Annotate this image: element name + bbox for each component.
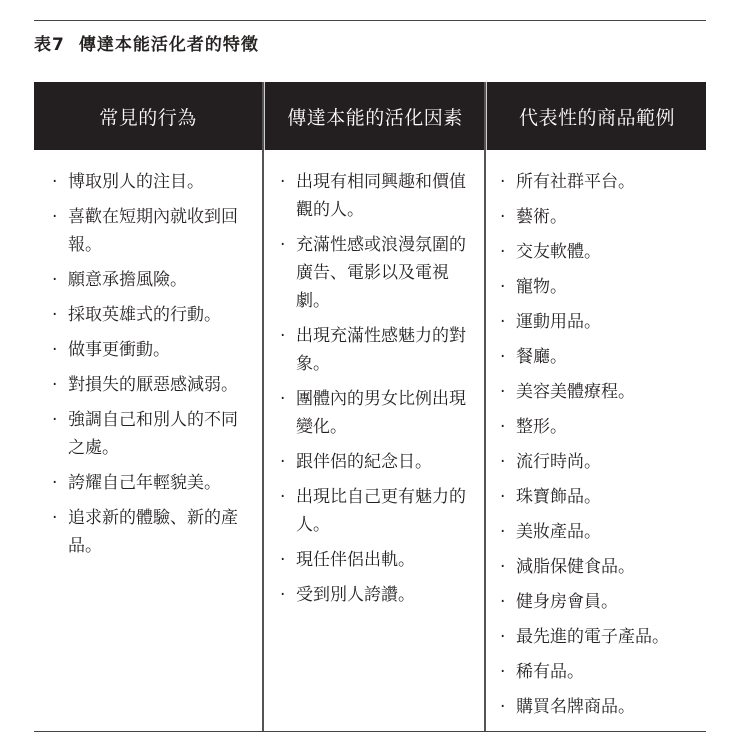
list-item (52, 168, 252, 196)
list-item-text: 對損失的厭惡感減弱。 (68, 375, 238, 395)
list-item-text: 追求新的體驗、新的產品。 (68, 508, 238, 556)
list-item-text: 充滿性感或浪漫氛圍的廣告、電影以及電視劇。 (296, 235, 466, 311)
list-item-text: 稀有品。 (516, 662, 584, 682)
list-item-text: 願意承擔風險。 (68, 270, 187, 290)
bullet-icon: · (280, 172, 286, 192)
table-header (34, 82, 706, 150)
list-item (500, 588, 700, 616)
column-product-examples (500, 168, 700, 728)
table-caption (34, 30, 259, 55)
list-item (500, 378, 700, 406)
header-activation-factors: 傳達本能的活化因素 (287, 106, 463, 129)
bullet-icon: · (500, 242, 506, 262)
column-divider (262, 82, 264, 732)
list-item-text: 購買名牌商品。 (516, 697, 635, 717)
list-item (52, 301, 252, 329)
list-item-text: 美容美體療程。 (516, 382, 635, 402)
list-item-text: 最先進的電子產品。 (516, 627, 669, 647)
bullet-icon: · (500, 417, 506, 437)
list-item-text: 減脂保健食品。 (516, 557, 635, 577)
list-item (52, 266, 252, 294)
list-item (52, 371, 252, 399)
list-item (280, 385, 476, 441)
bullet-icon: · (500, 382, 506, 402)
list-item-text: 做事更衝動。 (68, 340, 170, 360)
list-item (52, 504, 252, 560)
table-title: 傳達本能活化者的特徵 (78, 35, 259, 55)
characteristics-table (34, 82, 706, 732)
list-item-text: 美妝產品。 (516, 522, 601, 542)
column-activation-factors (280, 168, 476, 616)
bullet-icon: · (280, 389, 286, 409)
list-item (500, 448, 700, 476)
bullet-icon: · (52, 473, 58, 493)
column-divider (484, 82, 486, 732)
list-item-text: 誇耀自己年輕貌美。 (68, 473, 221, 493)
list-item (500, 553, 700, 581)
header-product-examples: 代表性的商品範例 (518, 106, 675, 129)
list-item-text: 受到別人誇讚。 (296, 585, 415, 605)
bullet-icon: · (500, 312, 506, 332)
list-item-text: 團體內的男女比例出現變化。 (296, 389, 466, 437)
bullet-icon: · (500, 487, 506, 507)
list-item (500, 518, 700, 546)
list-item-text: 餐廳。 (516, 347, 567, 367)
list-item-text: 所有社群平台。 (516, 172, 635, 192)
bullet-icon: · (500, 697, 506, 717)
list-item-text: 現任伴侶出軌。 (296, 550, 415, 570)
list-item (500, 658, 700, 686)
bottom-rule (34, 731, 706, 732)
table-number: 表7 (34, 35, 65, 55)
list-item (500, 343, 700, 371)
list-item (500, 168, 700, 196)
bullet-icon: · (500, 452, 506, 472)
list-item (500, 273, 700, 301)
bullet-icon: · (280, 326, 286, 346)
bullet-icon: · (52, 207, 58, 227)
list-item-text: 博取別人的注目。 (68, 172, 204, 192)
list-item-text: 健身房會員。 (516, 592, 618, 612)
list-item-text: 藝術。 (516, 207, 567, 227)
bullet-icon: · (500, 627, 506, 647)
bullet-icon: · (52, 340, 58, 360)
list-item-text: 出現充滿性感魅力的對象。 (296, 326, 466, 374)
list-item (280, 483, 476, 539)
bullet-icon: · (500, 662, 506, 682)
list-item (52, 406, 252, 462)
column-common-behaviors (52, 168, 252, 567)
list-item (280, 231, 476, 315)
list-item-text: 珠寶飾品。 (516, 487, 601, 507)
list-item (500, 623, 700, 651)
list-item (500, 308, 700, 336)
bullet-icon: · (280, 585, 286, 605)
list-item-text: 出現比自己更有魅力的人。 (296, 487, 466, 535)
bullet-icon: · (500, 277, 506, 297)
list-item (52, 336, 252, 364)
bullet-icon: · (500, 347, 506, 367)
list-item-text: 交友軟體。 (516, 242, 601, 262)
list-item-text: 採取英雄式的行動。 (68, 305, 221, 325)
list-item (500, 238, 700, 266)
bullet-icon: · (52, 305, 58, 325)
bullet-icon: · (280, 550, 286, 570)
bullet-icon: · (500, 522, 506, 542)
list-item-text: 出現有相同興趣和價值觀的人。 (296, 172, 466, 220)
bullet-icon: · (52, 270, 58, 290)
list-item (280, 168, 476, 224)
top-rule (34, 20, 706, 21)
list-item (52, 203, 252, 259)
list-item-text: 流行時尚。 (516, 452, 601, 472)
bullet-icon: · (52, 410, 58, 430)
list-item (500, 693, 700, 721)
bullet-icon: · (500, 207, 506, 227)
bullet-icon: · (280, 487, 286, 507)
header-common-behaviors: 常見的行為 (99, 106, 197, 129)
bullet-icon: · (280, 235, 286, 255)
list-item-text: 運動用品。 (516, 312, 601, 332)
list-item-text: 跟伴侶的紀念日。 (296, 452, 432, 472)
list-item-text: 喜歡在短期內就收到回報。 (68, 207, 238, 255)
list-item-text: 寵物。 (516, 277, 567, 297)
bullet-icon: · (500, 172, 506, 192)
list-item-text: 強調自己和別人的不同之處。 (68, 410, 238, 458)
list-item-text: 整形。 (516, 417, 567, 437)
list-item (280, 448, 476, 476)
list-item (500, 203, 700, 231)
bullet-icon: · (52, 508, 58, 528)
list-item (280, 322, 476, 378)
bullet-icon: · (280, 452, 286, 472)
list-item (280, 546, 476, 574)
bullet-icon: · (52, 172, 58, 192)
bullet-icon: · (500, 557, 506, 577)
list-item (280, 581, 476, 609)
bullet-icon: · (500, 592, 506, 612)
list-item (500, 413, 700, 441)
bullet-icon: · (52, 375, 58, 395)
list-item (500, 483, 700, 511)
list-item (52, 469, 252, 497)
